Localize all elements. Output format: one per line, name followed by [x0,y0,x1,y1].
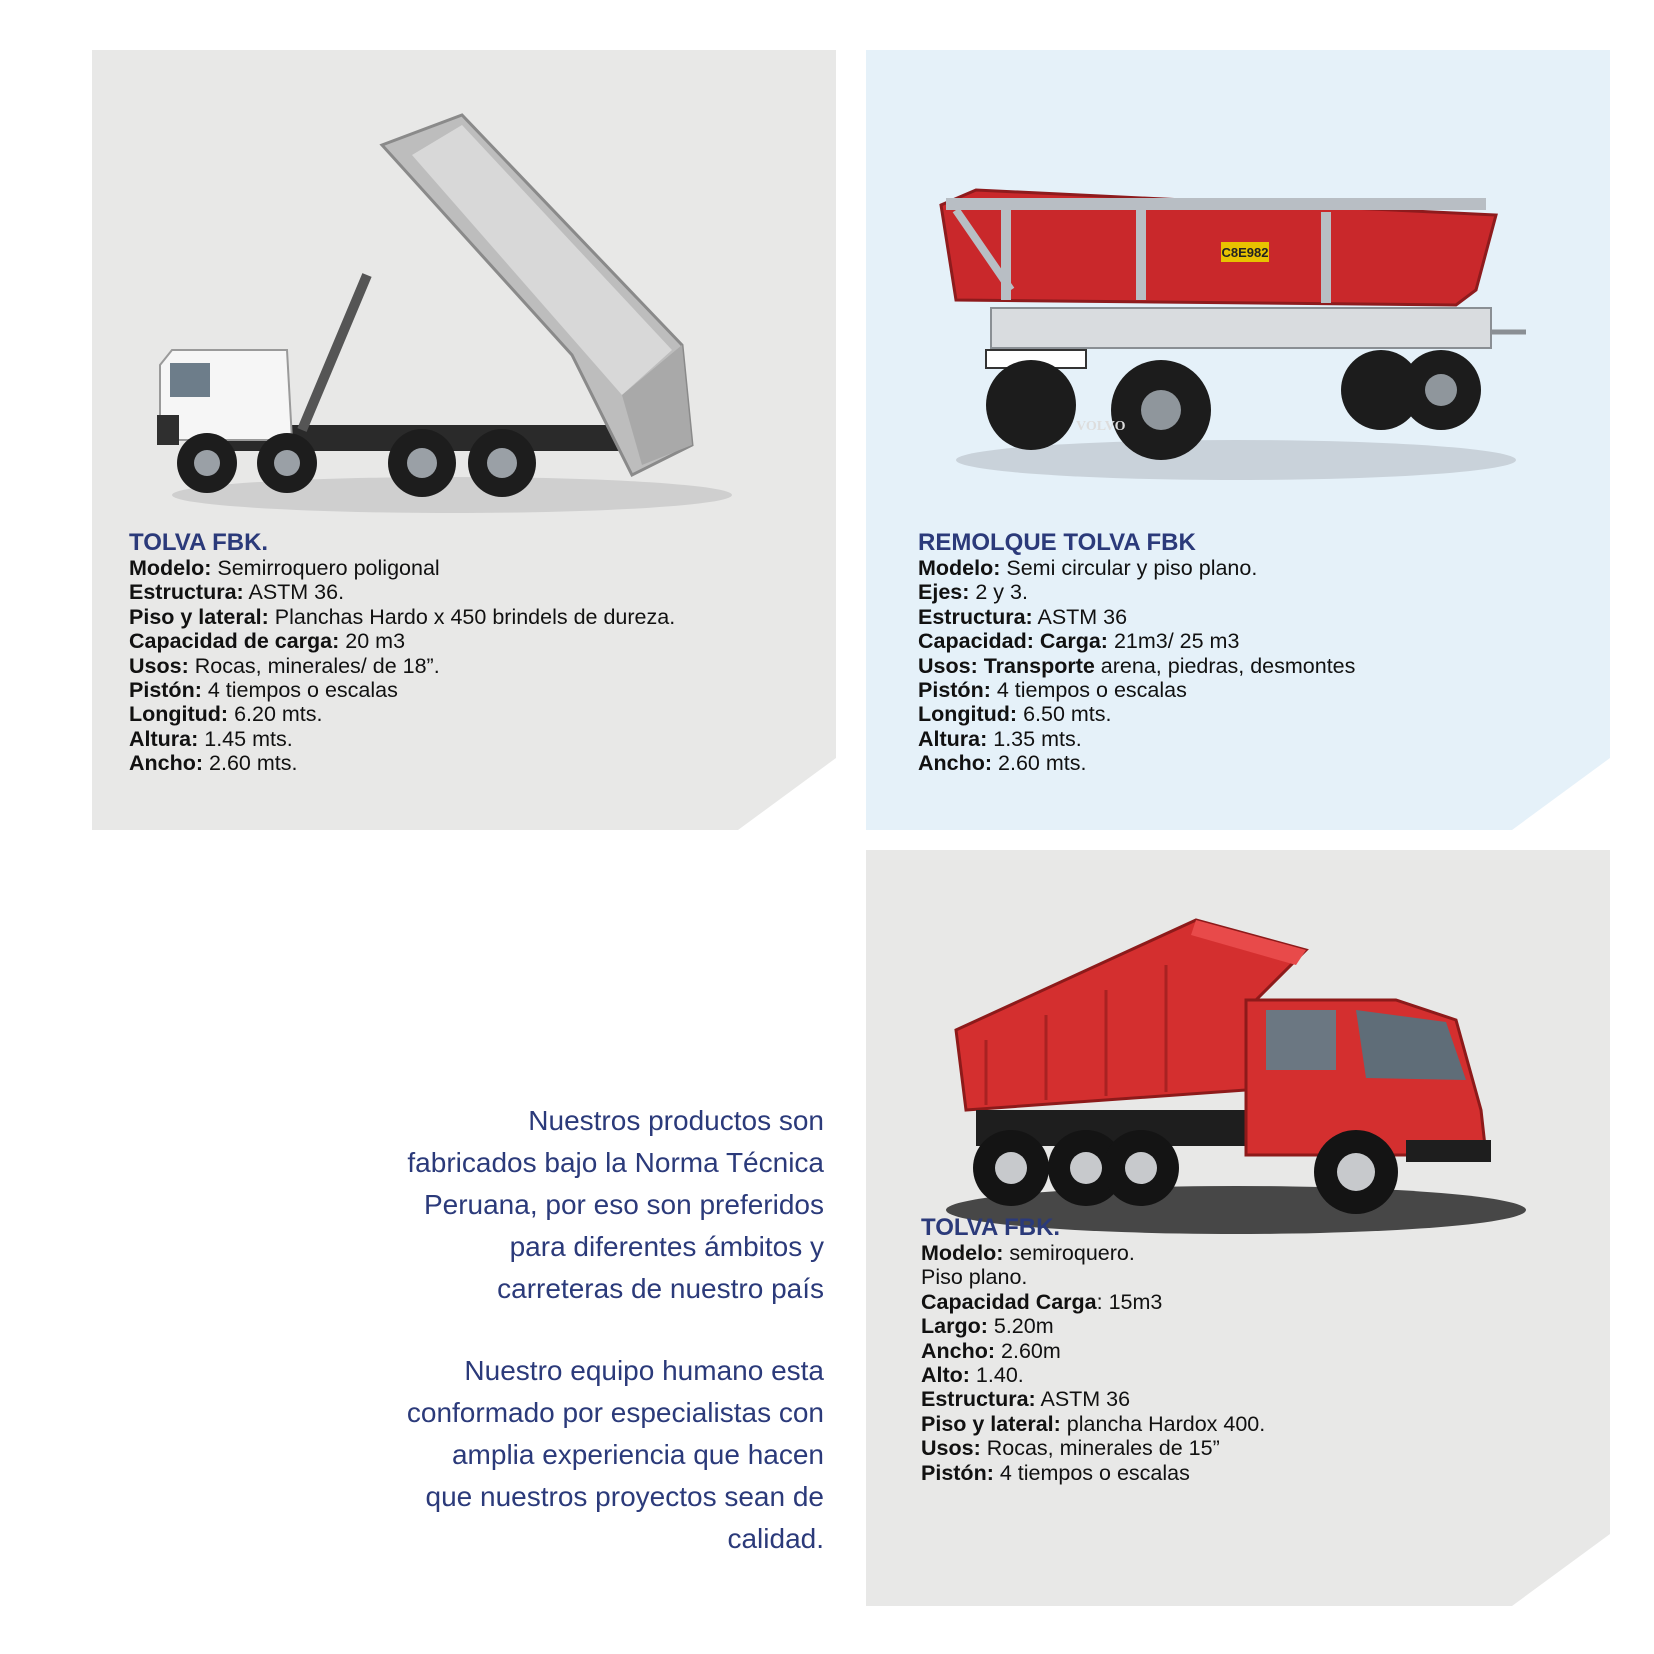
spec-row: Usos: Rocas, minerales/ de 18”. [129,653,440,678]
product-card-tolva-1 [92,50,836,830]
blurb-paragraph-team: Nuestro equipo humano esta conformado por especialistas con amplia experiencia que hacen que nuestros proyectos sean de calidad. [406,1355,824,1554]
spec-row: Capacidad: Carga: 21m3/ 25 m3 [918,629,1240,654]
brand-label: VOLVO [1076,419,1126,434]
spec-row: Pistón: 4 tiempos o escalas [921,1460,1190,1485]
trailer-dump-image [936,170,1536,500]
spec-row: Modelo: Semirroquero poligonal [129,556,440,580]
product-card-remolque [866,50,1610,830]
tipped-dump-truck-image [152,95,792,545]
spec-row: Longitud: 6.50 mts. [918,702,1112,727]
spec-list [918,530,1355,776]
spec-row: Largo: 5.20m [921,1314,1054,1339]
product-title: TOLVA FBK. [921,1214,1061,1241]
spec-row: Modelo: semiroquero. [921,1241,1135,1265]
spec-row: Ejes: 2 y 3. [918,580,1028,605]
spec-row: Pistón: 4 tiempos o escalas [129,678,398,703]
spec-row: Altura: 1.35 mts. [918,726,1082,751]
spec-row: Usos: Transporte arena, piedras, desmontes [918,653,1356,678]
product-card-tolva-2 [866,850,1610,1606]
spec-row: Alto: 1.40. [921,1363,1024,1388]
company-blurb [407,1100,824,1310]
spec-row: Longitud: 6.20 mts. [129,702,323,727]
blurb-paragraph-quality-standard: Nuestros productos son fabricados bajo la Norma Técnica Peruana, por eso son preferidos para diferentes ámbitos y carreteras de nuestro país [407,1105,824,1304]
spec-row: Altura: 1.45 mts. [129,726,293,751]
spec-row: Ancho: 2.60 mts. [918,751,1087,776]
spec-row: Usos: Rocas, minerales de 15” [921,1436,1220,1461]
spec-row: Capacidad Carga: 15m3 [921,1289,1163,1314]
spec-row: Pistón: 4 tiempos o escalas [918,678,1187,703]
spec-row: Estructura: ASTM 36. [129,580,345,605]
spec-row: Estructura: ASTM 36 [918,604,1128,629]
spec-row: Capacidad de carga: 20 m3 [129,629,406,654]
spec-row: Modelo: Semi circular y piso plano. [918,556,1258,580]
plate-label: C8E982 [1221,245,1269,260]
spec-row: Piso y lateral: Planchas Hardo x 450 brindels de dureza. [129,604,676,629]
product-title: REMOLQUE TOLVA FBK [918,529,1196,556]
spec-list [129,530,675,776]
company-blurb-team [407,1350,824,1560]
spec-row: Ancho: 2.60 mts. [129,751,298,776]
spec-row: Piso y lateral: plancha Hardox 400. [921,1411,1266,1436]
red-dump-truck-image [926,910,1536,1250]
product-title: TOLVA FBK. [129,529,269,556]
spec-row: Estructura: ASTM 36 [921,1387,1131,1412]
spec-row: Piso plano. [921,1265,1028,1290]
spec-row: Ancho: 2.60m [921,1338,1061,1363]
spec-list [921,1215,1265,1485]
